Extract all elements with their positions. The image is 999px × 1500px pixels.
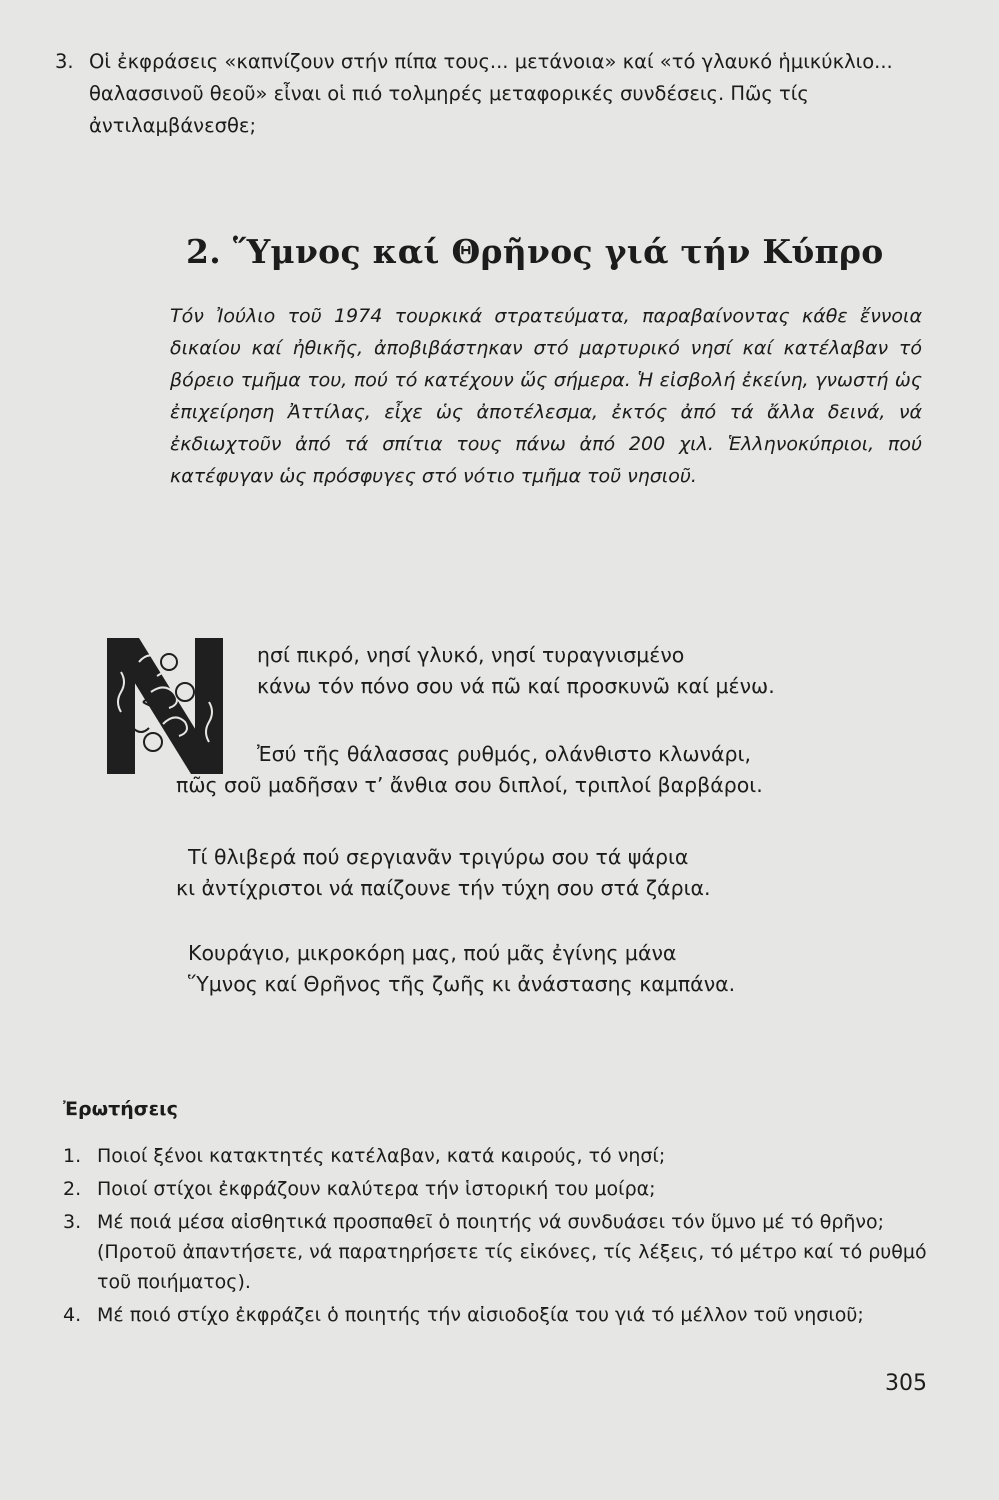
poem-stanza-3 — [176, 842, 896, 904]
question-number: 4. — [63, 1304, 82, 1326]
previous-question-3 — [55, 46, 935, 142]
poem-line: Κουράγιο, μικροκόρη μας, πού μᾶς ἐγίνης μάνα — [188, 941, 677, 965]
question-text: Οἱ ἐκφράσεις «καπνίζουν στήν πίπα τους... μετάνοια» καί «τό γλαυκό ἡμικύκλιο... θαλασσινοῦ θεοῦ» εἶναι οἱ πιό τολμηρές μεταφορικές συνδέσεις. Πῶς τίς ἀντιλαμβάνεσθε; — [89, 50, 893, 137]
poem-line: Τί θλιβερά πού σεργιανᾶν τριγύρω σου τά ψάρια — [188, 845, 689, 869]
intro-paragraph: Τόν Ἰούλιο τοῦ 1974 τουρκικά στρατεύματα, παραβαίνοντας κάθε ἔννοια δικαίου καί ἠθικῆς, ἀποβιβάστηκαν στό μαρτυρικό νησί καί κατέλαβαν τό βόρειο τμῆμα του, πού τό κατέχουν ὥς σήμερα. Ἡ εἰσβολή ἐκείνη, γνωστή ὡς ἐπιχείρηση Ἀττίλας, εἶχε ὡς ἀποτέλεσμα, ἐκτός ἀπό τά ἄλλα δεινά, νά ἐκδιωχτοῦν ἀπό τά σπίτια τους πάνω ἀπό 200 χιλ. Ἑλληνοκύπριοι, πού κατέφυγαν ὡς πρόσφυγες στό νότιο τμῆμα τοῦ νησιοῦ. — [170, 305, 922, 487]
questions-heading: Ἐρωτήσεις — [63, 1098, 178, 1120]
questions-list — [63, 1141, 933, 1333]
question-item — [63, 1300, 933, 1330]
poem-stanza-2 — [176, 739, 896, 801]
question-text: Ποιοί στίχοι ἐκφράζουν καλύτερα τήν ἱστορική του μοίρα; — [97, 1178, 656, 1200]
page-number: 305 — [885, 1371, 927, 1396]
question-item — [63, 1207, 933, 1297]
question-text: Ποιοί ξένοι κατακτητές κατέλαβαν, κατά καιρούς, τό νησί; — [97, 1145, 666, 1167]
question-item — [63, 1174, 933, 1204]
question-number: 2. — [63, 1178, 82, 1200]
question-text: Μέ ποιά μέσα αἰσθητικά προσπαθεῖ ὁ ποιητής νά συνδυάσει τόν ὕμνο μέ τό θρῆνο; (Προτοῦ ἀπαντήσετε, νά παρατηρήσετε τίς εἰκόνες, τίς λέξεις, τό μέτρο καί τό ρυθμό τοῦ ποιήματος). — [97, 1211, 927, 1293]
poem-stanza-1 — [176, 640, 896, 702]
question-number: 3. — [63, 1211, 82, 1233]
question-item — [63, 1141, 933, 1171]
question-text: Μέ ποιό στίχο ἐκφράζει ὁ ποιητής τήν αἰσιοδοξία του γιά τό μέλλον τοῦ νησιοῦ; — [97, 1304, 864, 1326]
section-title: 2. Ὕμνος καί Θρῆνος γιά τήν Κύπρο — [186, 232, 884, 271]
question-number: 3. — [55, 50, 74, 73]
poem-line: Ἐσύ τῆς θάλασσας ρυθμός, ολάνθιστο κλωνάρι, — [257, 742, 751, 766]
dropcap-letter: N — [103, 632, 104, 633]
poem-stanza-4 — [176, 938, 896, 1000]
question-number: 1. — [63, 1145, 82, 1167]
poem-line: κάνω τόν πόνο σου νά πῶ καί προσκυνῶ καί μένω. — [257, 674, 775, 698]
poem-line: πῶς σοῦ μαδῆσαν τ’ ἄνθια σου διπλοί, τριπλοί βαρβάροι. — [176, 773, 763, 797]
poem-line: ησί πικρό, νησί γλυκό, νησί τυραγνισμένο — [257, 643, 685, 667]
poem-line: Ὕμνος καί Θρῆνος τῆς ζωῆς κι ἀνάστασης καμπάνα. — [188, 972, 736, 996]
poem-line: κι ἀντίχριστοι νά παίζουνε τήν τύχη σου στά ζάρια. — [176, 876, 711, 900]
